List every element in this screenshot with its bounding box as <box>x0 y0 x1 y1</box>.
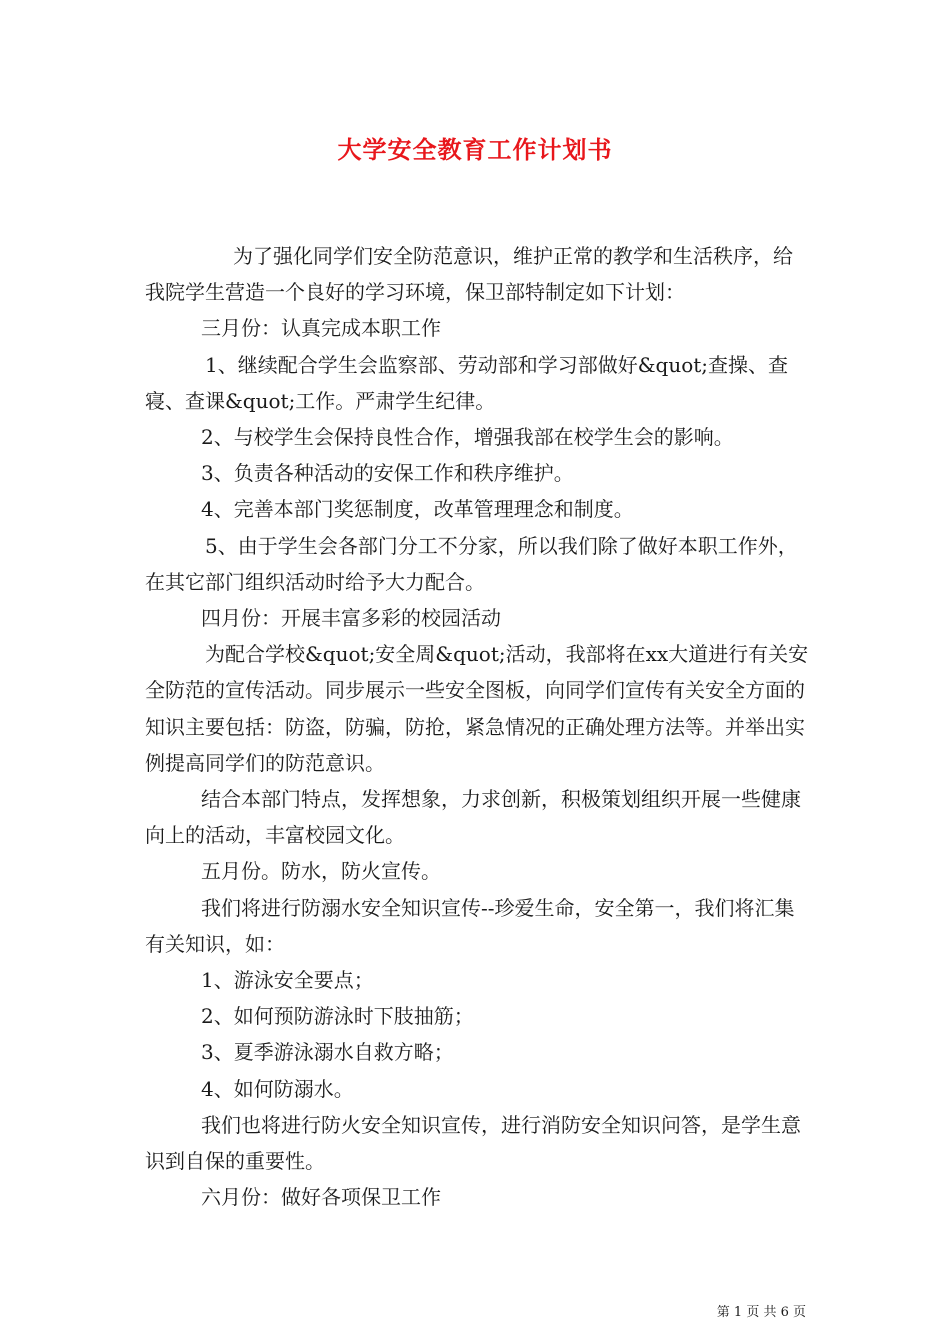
document-body <box>145 238 810 1215</box>
paragraph-may-item-1: 1、游泳安全要点； <box>201 968 374 993</box>
document-title: 大学安全教育工作计划书 <box>337 135 613 164</box>
paragraph-intro: 为了强化同学们安全防范意识，维护正常的教学和生活秩序，给我院学生营造一个良好的学习环境，保卫部特制定如下计划： <box>145 244 793 305</box>
heading-march: 三月份：认真完成本职工作 <box>201 316 441 341</box>
paragraph-may-item-3: 3、夏季游泳溺水自救方略； <box>201 1040 454 1065</box>
paragraph-may-drowning: 我们将进行防溺水安全知识宣传--珍爱生命，安全第一，我们将汇集有关知识，如： <box>145 895 795 956</box>
paragraph-march-item-2: 2、与校学生会保持良性合作，增强我部在校学生会的影响。 <box>201 425 734 450</box>
paragraph-may-item-4: 4、如何防溺水。 <box>201 1076 354 1101</box>
paragraph-march-item-5: 5、由于学生会各部门分工不分家，所以我们除了做好本职工作外，在其它部门组织活动时给予大力配合。 <box>145 533 798 594</box>
paragraph-april-safety-week: 为配合学校&quot;安全周&quot;活动，我部将在xx大道进行有关安全防范的宣传活动。同步展示一些安全图板，向同学们宣传有关安全方面的知识主要包括：防盗，防骗，防抢，紧急情况的正确处理方法等。并举出实例提高同学们的防范意识。 <box>145 642 809 775</box>
page-number: 第 1 页 共 6 页 <box>716 1305 806 1320</box>
heading-june: 六月份：做好各项保卫工作 <box>201 1185 441 1210</box>
paragraph-april-activities: 结合本部门特点，发挥想象，力求创新，积极策划组织开展一些健康向上的活动，丰富校园文化。 <box>145 787 801 848</box>
heading-april: 四月份：开展丰富多彩的校园活动 <box>201 606 501 631</box>
heading-may: 五月份。防水，防火宣传。 <box>201 859 441 884</box>
paragraph-may-fire: 我们也将进行防火安全知识宣传，进行消防安全知识问答，是学生意识到自保的重要性。 <box>145 1112 801 1174</box>
paragraph-march-item-4: 4、完善本部门奖惩制度，改革管理理念和制度。 <box>201 497 634 522</box>
paragraph-march-item-1: 1、继续配合学生会监察部、劳动部和学习部做好&quot;查操、查寝、查课&quot;工作。严肃学生纪律。 <box>145 352 789 413</box>
paragraph-may-item-2: 2、如何预防游泳时下肢抽筋； <box>201 1004 474 1029</box>
paragraph-march-item-3: 3、负责各种活动的安保工作和秩序维护。 <box>201 461 574 486</box>
